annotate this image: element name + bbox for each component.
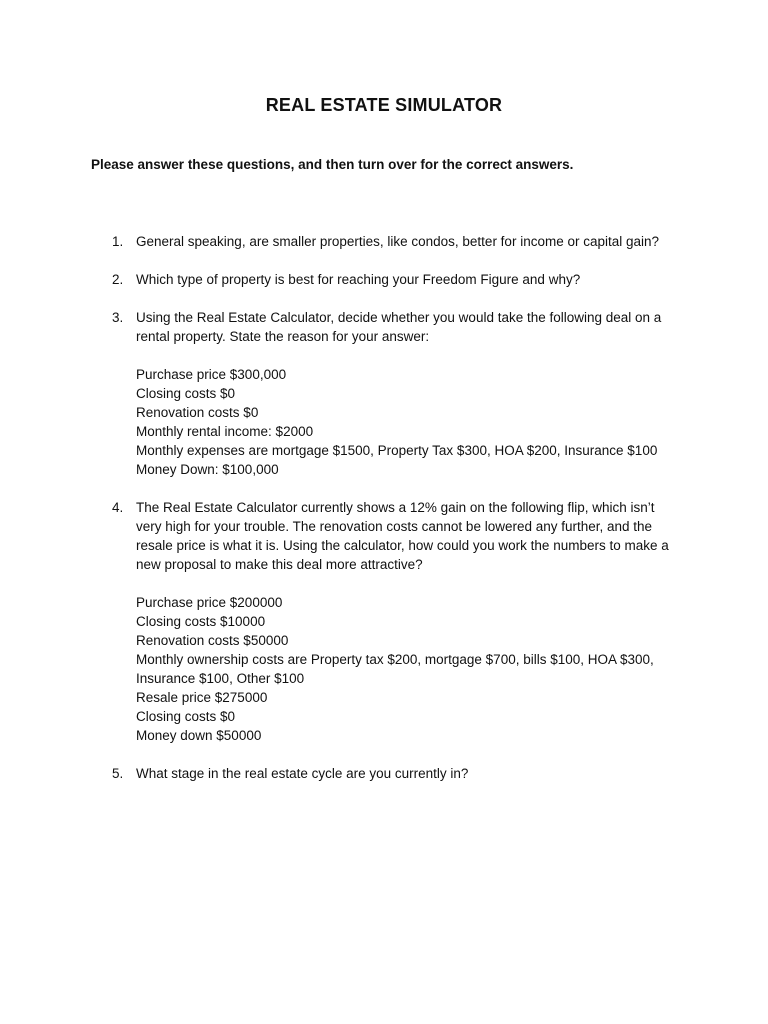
- detail-line: Purchase price $300,000: [136, 367, 287, 382]
- question-2: [0, 270, 768, 289]
- detail-line: Purchase price $200000: [136, 595, 283, 610]
- question-4: [0, 498, 768, 745]
- deal-details: [136, 365, 678, 479]
- detail-line: Monthly rental income: $2000: [136, 424, 314, 439]
- detail-line: Monthly ownership costs are Property tax $200, mortgage $700, bills $100, HOA $300, Insurance $100, Other $100: [136, 652, 654, 686]
- detail-line: Monthly expenses are mortgage $1500, Property Tax $300, HOA $200, Insurance $100: [136, 443, 658, 458]
- question-text: General speaking, are smaller properties, like condos, better for income or capital gain?: [136, 234, 660, 249]
- question-text: What stage in the real estate cycle are you currently in?: [136, 766, 469, 781]
- detail-line: Closing costs $10000: [136, 614, 266, 629]
- detail-line: Money down $50000: [136, 728, 262, 743]
- detail-line: Resale price $275000: [136, 690, 268, 705]
- deal-details: [136, 593, 678, 745]
- question-number: 2.: [112, 272, 124, 287]
- question-list: [0, 232, 768, 802]
- question-number: 3.: [112, 310, 124, 325]
- detail-line: Renovation costs $0: [136, 405, 259, 420]
- detail-line: Closing costs $0: [136, 709, 236, 724]
- question-3: [0, 308, 768, 479]
- question-number: 4.: [112, 500, 124, 515]
- instruction-text: Please answer these questions, and then turn over for the correct answers.: [91, 157, 574, 172]
- detail-line: Money Down: $100,000: [136, 462, 279, 477]
- question-1: [0, 232, 768, 251]
- detail-line: Closing costs $0: [136, 386, 236, 401]
- page-title: REAL ESTATE SIMULATOR: [265, 95, 503, 115]
- question-text: The Real Estate Calculator currently shows a 12% gain on the following flip, which isn’t very high for your trouble. The renovation costs cannot be lowered any further, and the resale price is what it is. Using the calculator, how could you work the numbers to make a new proposal to make this deal more attractive?: [136, 500, 669, 572]
- detail-line: Renovation costs $50000: [136, 633, 289, 648]
- question-5: [0, 764, 768, 783]
- question-number: 1.: [112, 234, 124, 249]
- question-number: 5.: [112, 766, 124, 781]
- question-text: Which type of property is best for reaching your Freedom Figure and why?: [136, 272, 581, 287]
- question-text: Using the Real Estate Calculator, decide whether you would take the following deal on a rental property. State the reason for your answer:: [136, 310, 662, 344]
